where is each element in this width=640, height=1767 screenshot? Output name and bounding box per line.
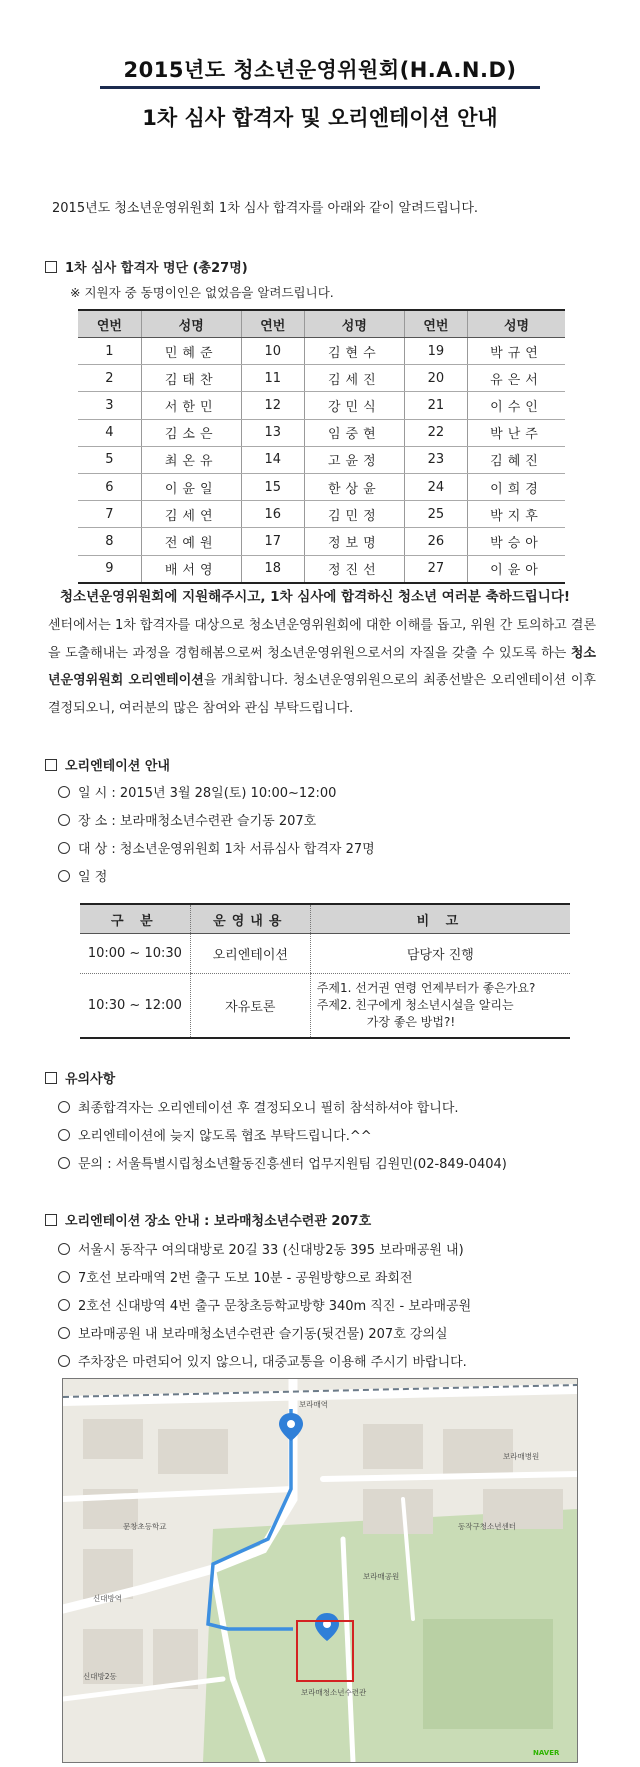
table-row bbox=[78, 501, 565, 528]
orientation-item: 장 소 : 보라매청소년수련관 슬기동 207호 bbox=[58, 810, 316, 829]
passer-number: 25 bbox=[404, 501, 467, 528]
circle-bullet-icon bbox=[58, 814, 70, 826]
map-label: 보라매청소년수련관 bbox=[301, 1688, 367, 1697]
circle-bullet-icon bbox=[58, 786, 70, 798]
passer-number: 5 bbox=[78, 446, 141, 473]
passer-name: 김세연 bbox=[141, 501, 241, 528]
table-row bbox=[78, 528, 565, 555]
passer-name: 김혜진 bbox=[468, 446, 565, 473]
passer-name: 임중현 bbox=[304, 419, 404, 446]
description-paragraph: 센터에서는 1차 합격자를 대상으로 청소년운영위원회에 대한 이해를 돕고, 위원 간 토의하고 결론을 도출해내는 과정을 경험해봄으로써 청소년운영위원으로서의 자질을 갖출 수 있도록 하는 청소년운영위원회 오리엔테이션을 개최합니다. 청소년운영위원으로의 최종선발은 오리엔테이션 이후 결정되오니, 여러분의 많은 참여와 관심 부탁드립니다. bbox=[48, 618, 596, 716]
passer-name: 배서영 bbox=[141, 555, 241, 583]
circle-bullet-icon bbox=[58, 1157, 70, 1169]
map-label: 보라매역 bbox=[299, 1400, 328, 1409]
square-bullet-icon bbox=[45, 1072, 57, 1084]
schedule-note: 담당자 진행 bbox=[310, 934, 570, 974]
passer-number: 20 bbox=[404, 365, 467, 392]
passer-name: 이윤아 bbox=[468, 555, 565, 583]
passer-name: 이윤일 bbox=[141, 473, 241, 500]
passers-note: ※ 지원자 중 동명이인은 없었음을 알려드립니다. bbox=[70, 285, 334, 300]
col-header: 연번 bbox=[241, 310, 304, 338]
schedule-time: 10:30 ~ 12:00 bbox=[80, 974, 190, 1038]
table-header-row bbox=[78, 310, 565, 338]
passer-number: 2 bbox=[78, 365, 141, 392]
intro-text: 2015년도 청소년운영위원회 1차 심사 합격자를 아래와 같이 알려드립니다. bbox=[52, 201, 479, 216]
map-label: 신대방2동 bbox=[83, 1672, 117, 1681]
passer-number: 13 bbox=[241, 419, 304, 446]
map-label: 신대방역 bbox=[93, 1594, 122, 1603]
passer-name: 이희경 bbox=[468, 473, 565, 500]
congrats-text: 청소년운영위원회에 지원해주시고, 1차 심사에 합격하신 청소년 여러분 축하드립니다! bbox=[60, 589, 571, 605]
location-item: 7호선 보라매역 2번 출구 도보 10분 - 공원방향으로 좌회전 bbox=[58, 1267, 413, 1286]
location-item: 보라매공원 내 보라매청소년수련관 슬기동(뒷건물) 207호 강의실 bbox=[58, 1323, 448, 1342]
passer-name: 박난주 bbox=[468, 419, 565, 446]
table-row bbox=[78, 338, 565, 365]
location-item: 2호선 신대방역 4번 출구 문창초등학교방향 340m 직진 - 보라매공원 bbox=[58, 1295, 471, 1314]
passer-number: 3 bbox=[78, 392, 141, 419]
circle-bullet-icon bbox=[58, 1243, 70, 1255]
table-row bbox=[80, 974, 570, 1038]
title-divider bbox=[100, 86, 540, 89]
location-item: 주차장은 마련되어 있지 않으니, 대중교통을 이용해 주시기 바랍니다. bbox=[58, 1351, 467, 1370]
map-label: 보라매병원 bbox=[503, 1452, 540, 1461]
table-row bbox=[78, 555, 565, 583]
page-subtitle: 1차 심사 합격자 및 오리엔테이션 안내 bbox=[142, 106, 498, 130]
passer-number: 4 bbox=[78, 419, 141, 446]
square-bullet-icon bbox=[45, 759, 57, 771]
circle-bullet-icon bbox=[58, 1271, 70, 1283]
passer-number: 26 bbox=[404, 528, 467, 555]
circle-bullet-icon bbox=[58, 1101, 70, 1113]
passer-name: 민혜준 bbox=[141, 338, 241, 365]
passer-number: 6 bbox=[78, 473, 141, 500]
program-name: 청소년운영위원회 오리엔테이션 bbox=[48, 645, 596, 688]
col-header: 구 분 bbox=[80, 904, 190, 934]
caution-item: 최종합격자는 오리엔테이션 후 결정되오니 필히 참석하셔야 합니다. bbox=[58, 1097, 459, 1116]
passer-name: 최온유 bbox=[141, 446, 241, 473]
location-item: 서울시 동작구 여의대방로 20길 33 (신대방2동 395 보라매공원 내) bbox=[58, 1239, 464, 1258]
col-header: 연번 bbox=[404, 310, 467, 338]
passer-name: 유은서 bbox=[468, 365, 565, 392]
location-map[interactable] bbox=[62, 1378, 578, 1763]
schedule-note: 주제1. 선거권 연령 언제부터가 좋은가요? 주제2. 친구에게 청소년시설을 알리는 가장 좋은 방법?! bbox=[310, 974, 570, 1038]
passer-name: 이수인 bbox=[468, 392, 565, 419]
schedule-content: 오리엔테이션 bbox=[190, 934, 310, 974]
passer-number: 8 bbox=[78, 528, 141, 555]
circle-bullet-icon bbox=[58, 870, 70, 882]
passer-name: 전예원 bbox=[141, 528, 241, 555]
orientation-item: 대 상 : 청소년운영위원회 1차 서류심사 합격자 27명 bbox=[58, 838, 375, 857]
passer-number: 9 bbox=[78, 555, 141, 583]
schedule-table bbox=[80, 903, 570, 1039]
passer-number: 17 bbox=[241, 528, 304, 555]
passer-name: 서한민 bbox=[141, 392, 241, 419]
square-bullet-icon bbox=[45, 1214, 57, 1226]
passer-name: 고윤정 bbox=[304, 446, 404, 473]
passers-table bbox=[78, 309, 565, 584]
table-row bbox=[78, 365, 565, 392]
passer-number: 18 bbox=[241, 555, 304, 583]
passer-number: 16 bbox=[241, 501, 304, 528]
passer-number: 23 bbox=[404, 446, 467, 473]
table-row bbox=[78, 392, 565, 419]
passer-name: 김소은 bbox=[141, 419, 241, 446]
map-label: 동작구청소년센터 bbox=[458, 1522, 516, 1531]
circle-bullet-icon bbox=[58, 1327, 70, 1339]
passer-name: 김민정 bbox=[304, 501, 404, 528]
passer-name: 강민식 bbox=[304, 392, 404, 419]
col-header: 운영내용 bbox=[190, 904, 310, 934]
passer-name: 박지후 bbox=[468, 501, 565, 528]
circle-bullet-icon bbox=[58, 1355, 70, 1367]
passer-number: 21 bbox=[404, 392, 467, 419]
passer-number: 11 bbox=[241, 365, 304, 392]
caution-item: 문의 : 서울특별시립청소년활동진흥센터 업무지원팀 김원민(02-849-0404) bbox=[58, 1153, 507, 1172]
passer-name: 김태찬 bbox=[141, 365, 241, 392]
square-bullet-icon bbox=[45, 261, 57, 273]
map-provider-logo: NAVER bbox=[533, 1749, 560, 1757]
passer-number: 24 bbox=[404, 473, 467, 500]
circle-bullet-icon bbox=[58, 1129, 70, 1141]
col-header: 성명 bbox=[141, 310, 241, 338]
passer-number: 7 bbox=[78, 501, 141, 528]
table-header-row bbox=[80, 904, 570, 934]
passer-name: 김현수 bbox=[304, 338, 404, 365]
circle-bullet-icon bbox=[58, 1299, 70, 1311]
passer-number: 22 bbox=[404, 419, 467, 446]
passer-name: 박규연 bbox=[468, 338, 565, 365]
circle-bullet-icon bbox=[58, 842, 70, 854]
table-row bbox=[78, 446, 565, 473]
passer-number: 27 bbox=[404, 555, 467, 583]
schedule-content: 자유토론 bbox=[190, 974, 310, 1038]
location-heading: 오리엔테이션 장소 안내 : 보라매청소년수련관 207호 bbox=[45, 1210, 371, 1229]
passer-number: 15 bbox=[241, 473, 304, 500]
passers-heading: 1차 심사 합격자 명단 (총27명) bbox=[45, 257, 248, 276]
col-header: 비 고 bbox=[310, 904, 570, 934]
orientation-item: 일 시 : 2015년 3월 28일(토) 10:00~12:00 bbox=[58, 782, 336, 801]
passer-number: 1 bbox=[78, 338, 141, 365]
passer-number: 10 bbox=[241, 338, 304, 365]
orientation-item: 일 정 bbox=[58, 866, 107, 885]
orientation-heading: 오리엔테이션 안내 bbox=[45, 755, 170, 774]
table-row bbox=[78, 419, 565, 446]
caution-item: 오리엔테이션에 늦지 않도록 협조 부탁드립니다.^^ bbox=[58, 1125, 372, 1144]
map-label: 보라매공원 bbox=[363, 1572, 400, 1581]
col-header: 성명 bbox=[468, 310, 565, 338]
table-row bbox=[80, 934, 570, 974]
col-header: 연번 bbox=[78, 310, 141, 338]
passer-name: 정보명 bbox=[304, 528, 404, 555]
map-label: 문창초등학교 bbox=[123, 1522, 167, 1531]
passer-number: 12 bbox=[241, 392, 304, 419]
passer-name: 한상윤 bbox=[304, 473, 404, 500]
schedule-time: 10:00 ~ 10:30 bbox=[80, 934, 190, 974]
passer-name: 김세진 bbox=[304, 365, 404, 392]
passer-number: 19 bbox=[404, 338, 467, 365]
passer-name: 박승아 bbox=[468, 528, 565, 555]
passer-name: 정진선 bbox=[304, 555, 404, 583]
map-graphic bbox=[63, 1379, 577, 1762]
passer-number: 14 bbox=[241, 446, 304, 473]
page-title: 2015년도 청소년운영위원회(H.A.N.D) bbox=[123, 58, 517, 82]
table-row bbox=[78, 473, 565, 500]
caution-heading: 유의사항 bbox=[45, 1068, 115, 1087]
col-header: 성명 bbox=[304, 310, 404, 338]
